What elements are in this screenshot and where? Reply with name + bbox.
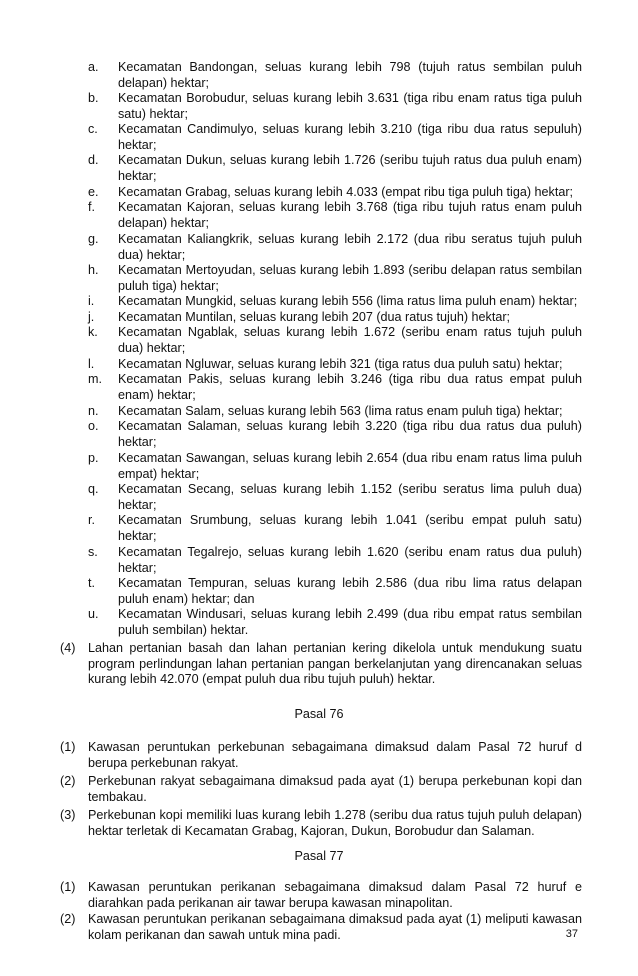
sub-item-text: Kecamatan Kajoran, seluas kurang lebih 3.768 (tiga ribu tujuh ratus enam puluh delapan) hektar; bbox=[118, 200, 582, 230]
sub-item-label: a. bbox=[88, 60, 99, 74]
item-text: Kawasan peruntukan perikanan sebagaimana dimaksud pada ayat (1) meliputi kawasan kolam perikanan dan sawah untuk mina padi. bbox=[88, 912, 582, 942]
sub-item-text: Kecamatan Windusari, seluas kurang lebih 2.499 (dua ribu empat ratus sembilan puluh sembilan) hektar. bbox=[118, 607, 582, 637]
item-label: (1) bbox=[60, 880, 76, 894]
sub-item-text: Kecamatan Sawangan, seluas kurang lebih 2.654 (dua ribu enam ratus lima puluh empat) hektar; bbox=[118, 451, 582, 481]
sub-item-label: n. bbox=[88, 404, 99, 418]
sub-item-label: f. bbox=[88, 200, 95, 214]
sub-item-text: Kecamatan Pakis, seluas kurang lebih 3.246 (tiga ribu dua ratus empat puluh enam) hektar; bbox=[118, 372, 582, 402]
sub-item-label: p. bbox=[88, 451, 99, 465]
sub-item-text: Kecamatan Bandongan, seluas kurang lebih 798 (tujuh ratus sembilan puluh delapan) hektar; bbox=[118, 60, 582, 90]
sub-item-label: t. bbox=[88, 576, 95, 590]
sub-item-label: e. bbox=[88, 185, 99, 199]
item-text: Perkebunan kopi memiliki luas kurang lebih 1.278 (seribu dua ratus tujuh puluh delapan) hektar terletak di Kecamatan Grabag, Kajoran, Dukun, Borobudur dan Salaman. bbox=[88, 808, 582, 838]
sub-item-text: Kecamatan Srumbung, seluas kurang lebih 1.041 (seribu empat puluh satu) hektar; bbox=[118, 513, 582, 543]
sub-item-text: Kecamatan Salaman, seluas kurang lebih 3.220 (tiga ribu dua ratus dua puluh) hektar; bbox=[118, 419, 582, 449]
sub-item-text: Kecamatan Secang, seluas kurang lebih 1.152 (seribu seratus lima puluh dua) hektar; bbox=[118, 482, 582, 512]
item-text: Perkebunan rakyat sebagaimana dimaksud pada ayat (1) berupa perkebunan kopi dan tembakau. bbox=[88, 774, 582, 804]
item-label: (1) bbox=[60, 740, 76, 754]
sub-item-text: Kecamatan Tegalrejo, seluas kurang lebih 1.620 (seribu enam ratus dua puluh) hektar; bbox=[118, 545, 582, 575]
item-text: Kawasan peruntukan perkebunan sebagaimana dimaksud dalam Pasal 72 huruf d berupa perkebunan rakyat. bbox=[88, 740, 582, 770]
sub-item-text: Kecamatan Candimulyo, seluas kurang lebih 3.210 (tiga ribu dua ratus sepuluh) hektar; bbox=[118, 122, 582, 152]
sub-item-text: Kecamatan Mungkid, seluas kurang lebih 556 (lima ratus lima puluh enam) hektar; bbox=[118, 294, 578, 308]
sub-item-label: h. bbox=[88, 263, 99, 277]
item-label: (2) bbox=[60, 912, 76, 926]
sub-item-label: c. bbox=[88, 122, 98, 136]
item-label: (2) bbox=[60, 774, 76, 788]
pasal-76-heading: Pasal 76 bbox=[294, 707, 344, 721]
sub-item-text: Kecamatan Dukun, seluas kurang lebih 1.726 (seribu tujuh ratus dua puluh enam) hektar; bbox=[118, 153, 582, 183]
sub-item-text: Kecamatan Tempuran, seluas kurang lebih 2.586 (dua ribu lima ratus delapan puluh enam) hektar; dan bbox=[118, 576, 582, 606]
sub-item-label: j. bbox=[88, 310, 95, 324]
sub-item-text: Kecamatan Muntilan, seluas kurang lebih 207 (dua ratus tujuh) hektar; bbox=[118, 310, 511, 324]
sub-item-text: Kecamatan Borobudur, seluas kurang lebih 3.631 (tiga ribu enam ratus tiga puluh satu) hektar; bbox=[118, 91, 582, 121]
sub-item-text: Kecamatan Grabag, seluas kurang lebih 4.033 (empat ribu tiga puluh tiga) hektar; bbox=[118, 185, 574, 199]
sub-item-label: k. bbox=[88, 325, 98, 339]
sub-item-label: g. bbox=[88, 232, 99, 246]
item-text: Kawasan peruntukan perikanan sebagaimana dimaksud dalam Pasal 72 huruf e diarahkan pada perikanan air tawar berupa kawasan minapolitan. bbox=[88, 880, 582, 910]
sub-item-label: d. bbox=[88, 153, 99, 167]
sub-item-label: l. bbox=[88, 357, 95, 371]
sub-item-text: Kecamatan Mertoyudan, seluas kurang lebih 1.893 (seribu delapan ratus sembilan puluh tiga) hektar; bbox=[118, 263, 582, 293]
sub-item-label: q. bbox=[88, 482, 99, 496]
sub-item-label: o. bbox=[88, 419, 99, 433]
sub-item-label: i. bbox=[88, 294, 95, 308]
sub-item-text: Kecamatan Ngluwar, seluas kurang lebih 321 (tiga ratus dua puluh satu) hektar; bbox=[118, 357, 563, 371]
sub-item-label: b. bbox=[88, 91, 99, 105]
paragraph-text: Lahan pertanian basah dan lahan pertanian kering dikelola untuk mendukung suatu program perlindungan lahan pertanian pangan berkelanjutan yang direncanakan seluas kurang lebih 42.070 (empat puluh dua ribu tujuh puluh) hektar. bbox=[88, 641, 582, 687]
sub-item-label: s. bbox=[88, 545, 98, 559]
sub-item-label: u. bbox=[88, 607, 99, 621]
sub-item-text: Kecamatan Salam, seluas kurang lebih 563 (lima ratus enam puluh tiga) hektar; bbox=[118, 404, 563, 418]
sub-item-text: Kecamatan Kaliangkrik, seluas kurang lebih 2.172 (dua ribu seratus tujuh puluh dua) hektar; bbox=[118, 232, 582, 262]
paragraph-label: (4) bbox=[60, 641, 76, 655]
item-label: (3) bbox=[60, 808, 76, 822]
sub-item-text: Kecamatan Ngablak, seluas kurang lebih 1.672 (seribu enam ratus tujuh puluh dua) hektar; bbox=[118, 325, 582, 355]
page-number: 37 bbox=[565, 928, 578, 940]
sub-item-label: m. bbox=[88, 372, 102, 386]
pasal-77-heading: Pasal 77 bbox=[294, 849, 344, 863]
sub-item-label: r. bbox=[88, 513, 95, 527]
